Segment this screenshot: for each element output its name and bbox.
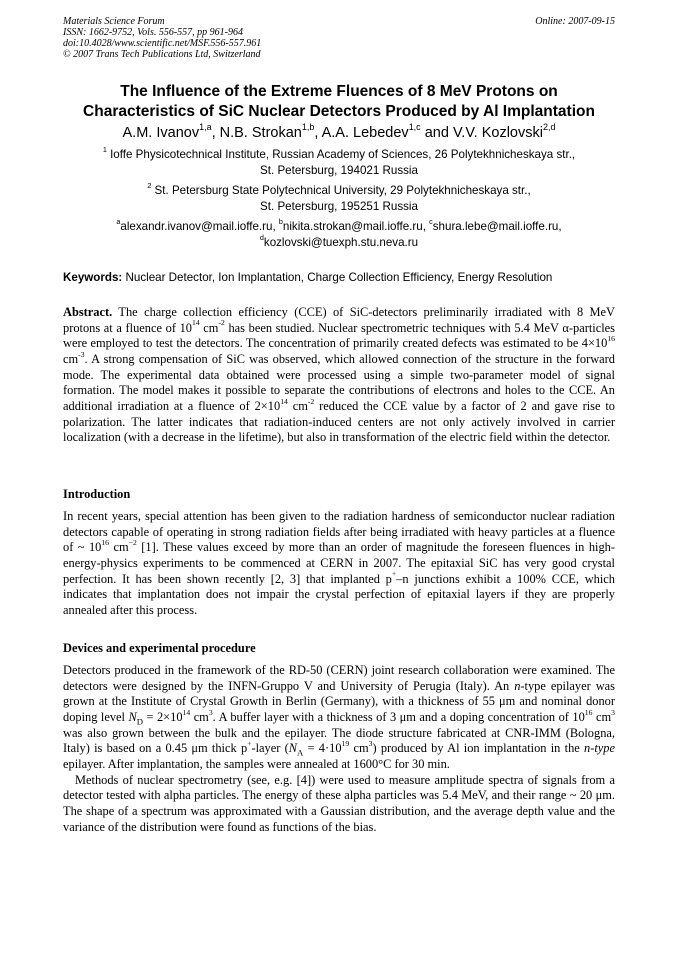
journal-name: Materials Science Forum xyxy=(63,16,165,27)
online-date: Online: 2007-09-15 xyxy=(535,16,615,27)
exponent: −2 xyxy=(128,538,137,548)
exponent: + xyxy=(391,569,397,579)
exponent: -3 xyxy=(78,349,85,359)
exponent: + xyxy=(247,739,252,749)
italic-term: n xyxy=(514,678,521,693)
affiliation-2 xyxy=(70,183,608,214)
devices-text: ) produced by Al ion implantation in the xyxy=(372,741,580,756)
abstract-text: has been studied. Nuclear spectrometric techniques with 5.4 MeV α-particles were employed to test the detectors. The concentration of primarily created defects was estimated to be 4×10 xyxy=(63,320,615,351)
affiliation-mark: 2 xyxy=(147,181,152,191)
devices-text: was also grown between the bulk and the epilayer. The diode structure fabricated at CNR-IMM (Bologna, Italy) is based on a 0.45 μm thick p xyxy=(63,725,615,756)
exponent: 3 xyxy=(368,739,373,749)
devices-text: = 4·10 xyxy=(307,741,342,756)
abstract-text: cm xyxy=(63,351,79,366)
keywords-label: Keywords: xyxy=(63,271,123,284)
doi-line: doi:10.4028/www.scientific.net/MSF.556-557.961 xyxy=(63,38,262,49)
author-conjunction: and xyxy=(424,125,449,141)
issn-line: ISSN: 1662-9752, Vols. 556-557, pp 961-964 xyxy=(63,27,243,38)
exponent: 14 xyxy=(280,396,288,406)
author-affil-mark: 1,b xyxy=(301,121,315,132)
paper-title xyxy=(55,82,623,122)
introduction-paragraph xyxy=(63,509,615,619)
intro-text: In recent years, special attention has been given to the radiation hardness of semiconductor nuclear radiation detectors capable of operating in strong radiation fields after being irradiated with heavy particles at a fluence of ~ 10 xyxy=(63,509,615,555)
journal-header xyxy=(63,16,615,60)
email-block xyxy=(60,219,618,250)
author-list: A.M. Ivanov$^{1,a}$, N.B. Strokan$^{1,b}$, A.A. Lebedev$^{1,c}$ and V.V. Kozlovski$^{2,d}$ xyxy=(122,121,556,141)
exponent: 3 xyxy=(611,707,615,717)
abstract-paragraph xyxy=(63,305,615,446)
abstract-text: The charge collection efficiency (CCE) of SiC-detectors preliminarily irradiated with 8 MeV protons at a fluence of 10 xyxy=(63,305,616,335)
author-name: V.V. Kozlovski xyxy=(452,125,543,141)
devices-text: = 2×10 xyxy=(146,709,183,724)
author-affil-mark: 1,a xyxy=(199,121,212,132)
section-heading-introduction: Introduction xyxy=(63,487,131,501)
devices-text: cm xyxy=(193,709,209,724)
devices-text: -type epilayer was grown at the Institute of Crystal Growth in Berlin (Germany), with a thickness of 55 μm and nominal donor doping level xyxy=(63,678,615,724)
email-mark: a xyxy=(116,217,121,227)
author-name: N.B. Strokan xyxy=(219,125,302,141)
affiliation-text: St. Petersburg, 195251 Russia xyxy=(260,199,418,213)
intro-text: –n junctions exhibit a 100% CCE, which indicates that implantation does not impair the crystal perfection of epitaxial layers if they are properly annealed after this process. xyxy=(63,571,615,617)
exponent: 16 xyxy=(584,707,593,717)
copyright-line: © 2007 Trans Tech Publications Ltd, Switzerland xyxy=(63,49,261,60)
devices-text: -layer ( xyxy=(251,741,289,756)
author-name: A.M. Ivanov xyxy=(122,125,200,141)
keywords-text: Nuclear Detector, Ion Implantation, Charge Collection Efficiency, Energy Resolution xyxy=(125,271,553,284)
email-address[interactable]: kozlovski@tuexph.stu.neva.ru xyxy=(263,235,419,249)
email-mark: c xyxy=(429,217,433,227)
exponent: 16 xyxy=(607,334,615,344)
author-affil-mark: 1,c xyxy=(408,121,421,132)
exponent: 3 xyxy=(208,707,213,717)
devices-text: . A buffer layer with a thickness of 3 μm and a doping concentration of 10 xyxy=(212,709,585,724)
affiliation-1 xyxy=(70,147,608,178)
devices-text: Methods of nuclear spectrometry (see, e.g. [4]) were used to measure amplitude spectra of signals from a detector tested with alpha particles. The energy of these alpha particles was 5.4 MeV, and their range ~ 20 μm. The shape of a spectrum was approximated with a Gaussian distribution, and the average depth value and the variance of the distribution were found as functions of the bias. xyxy=(63,772,615,834)
email-mark: d xyxy=(259,232,264,242)
italic-term: n-type xyxy=(584,741,615,756)
abstract-text: reduced the CCE value by a factor of 2 and gave rise to polarization. The latter indicates that radiation-induced centers are not only actively involved in carrier localization (with a decrease in the lifetime), but also in transformation of the electric field within the detector. xyxy=(63,398,615,445)
exponent: 14 xyxy=(182,707,191,717)
title-line-2: Characteristics of SiC Nuclear Detectors Produced by Al Implantation xyxy=(83,103,595,120)
author-affil-mark: 2,d xyxy=(542,121,556,132)
affiliation-mark: 1 xyxy=(102,145,107,155)
abstract-label: Abstract. xyxy=(63,305,113,319)
email-address[interactable]: alexandr.ivanov@mail.ioffe.ru, xyxy=(120,220,276,233)
author-name: A.A. Lebedev xyxy=(321,125,409,141)
exponent: -2 xyxy=(307,396,315,406)
intro-text: [1]. These values exceed by more than an order of magnitude the foreseen fluences in high-energy-physics experiments to be commenced at CERN in 2007. The epitaxial SiC has very good crystal perfection. It has been shown recently [2, 3] that implanted p xyxy=(63,540,615,586)
subscript: A xyxy=(297,747,304,758)
intro-text: cm xyxy=(113,540,129,555)
email-mark: b xyxy=(278,217,283,227)
subscript: D xyxy=(136,716,143,727)
email-address[interactable]: nikita.strokan@mail.ioffe.ru, xyxy=(282,220,426,233)
devices-paragraph xyxy=(63,663,615,835)
math-symbol: N xyxy=(128,709,137,724)
exponent: 14 xyxy=(191,318,200,328)
exponent: -2 xyxy=(218,318,225,328)
devices-text: Detectors produced in the framework of the RD-50 (CERN) joint research collaboration were examined. The detectors were designed by the INFN-Gruppo V and University of Perugia (Italy). An xyxy=(63,663,615,693)
affiliation-text: Ioffe Physicotechnical Institute, Russian Academy of Sciences, 26 Polytekhnicheskaya str., xyxy=(110,148,576,161)
math-symbol: N xyxy=(288,741,298,756)
email-address[interactable]: shura.lebe@mail.ioffe.ru, xyxy=(432,220,562,233)
abstract-text: . A strong compensation of SiC was observed, which allowed connection of the structure in the forward mode. The experimental data obtained were processed using a simple two-parameter model of signal formation. The model makes it possible to separate the contributions of electrons and holes to the CCE. An additional irradiation at a fluence of 2×10 xyxy=(63,351,615,413)
affiliation-text: St. Petersburg State Polytechnical University, 29 Polytekhnicheskaya str., xyxy=(154,184,531,197)
devices-text: cm xyxy=(353,741,369,756)
exponent: 19 xyxy=(341,739,350,749)
title-line-1: The Influence of the Extreme Fluences of 8 MeV Protons on xyxy=(120,83,558,100)
section-heading-devices: Devices and experimental procedure xyxy=(63,641,256,655)
affiliation-text: St. Petersburg, 194021 Russia xyxy=(260,163,418,177)
exponent: 16 xyxy=(101,538,110,548)
devices-text: epilayer. After implantation, the samples were annealed at 1600°C for 30 min. xyxy=(63,756,450,771)
keywords-line xyxy=(63,270,623,285)
abstract-text: cm xyxy=(203,320,219,335)
devices-text: cm xyxy=(595,709,612,724)
abstract-text: cm xyxy=(292,398,308,413)
